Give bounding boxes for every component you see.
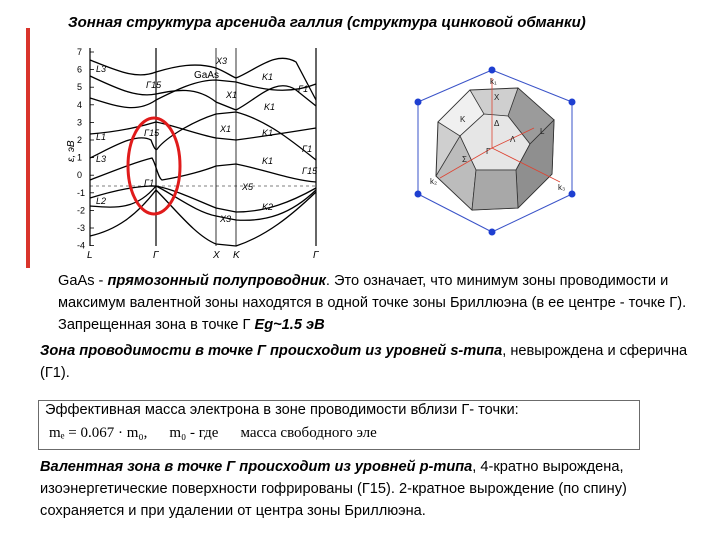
- y-tick-label: 1: [77, 152, 83, 163]
- band-label: Γ1: [298, 84, 309, 94]
- bz-label-sigma: Σ: [462, 155, 467, 164]
- effective-mass-formula: mₑ = 0.067 · m₀, m₀ - где масса свободного эле: [49, 425, 377, 441]
- bz-label-x: X: [494, 93, 500, 102]
- y-tick-label: -4: [77, 240, 86, 251]
- material-label: GaAs: [194, 70, 220, 81]
- y-tick-label: 7: [77, 47, 83, 57]
- effective-mass-text: Эффективная масса электрона в зоне проводимости вблизи Г- точки:: [45, 402, 519, 418]
- band-label: K1: [262, 156, 274, 166]
- y-tick-label: 5: [77, 82, 83, 93]
- band-label: Γ1: [144, 178, 155, 188]
- band-label: K1: [262, 72, 274, 82]
- band-label: Γ15: [302, 166, 318, 176]
- band-label: X1: [220, 124, 232, 134]
- band-label: X3: [220, 214, 232, 224]
- accent-bar: [26, 28, 30, 268]
- direct-gap-paragraph: GaAs - прямозонный полупроводник. Это означает, что минимум зоны проводимости и максимум валентной зоны находятся в одной точке зоны Бриллюэна (в ее центре - точке Г). Запрещенная зона в точке Г Eg~1.5 эВ: [58, 273, 687, 333]
- y-tick-label: 2: [77, 135, 83, 145]
- y-tick-label: -3: [77, 223, 86, 233]
- band-label: Γ1: [302, 144, 313, 154]
- y-axis-label: ε, эВ: [66, 140, 77, 162]
- band-structure-diagram: [66, 40, 342, 262]
- y-tick-label: 0: [77, 170, 83, 181]
- x-tick-label: K: [233, 250, 240, 261]
- x-tick-label: X: [213, 250, 220, 261]
- y-tick-label: -1: [77, 187, 86, 198]
- band-label: K2: [262, 202, 274, 212]
- conduction-band-paragraph: Зона проводимости в точке Г происходит из уровней s-типа, невырождена и сферична (Г1).: [40, 343, 688, 381]
- band-label: L2: [96, 196, 107, 206]
- bz-label-k1: k₁: [490, 77, 497, 86]
- x-tick-label: Γ: [313, 250, 319, 261]
- band-label: X1: [226, 90, 238, 100]
- bz-label-lambda: Λ: [510, 135, 516, 144]
- band-label: K1: [264, 102, 276, 112]
- bz-label-k2: k₂: [430, 177, 438, 186]
- band-label: X3: [216, 56, 228, 66]
- bz-label-l: L: [540, 127, 545, 136]
- bz-label-gamma: Γ: [486, 147, 491, 156]
- band-label: L3: [96, 154, 107, 164]
- y-tick-label: -2: [77, 205, 86, 216]
- x-tick-label: Γ: [153, 250, 159, 261]
- valence-band-paragraph: Валентная зона в точке Г происходит из уровней p-типа, 4-кратно вырождена, изоэнергетические поверхности гофрированы (Г15). 2-кратное вырождение (по спину) сохраняется и при удалении от центра зоны Бриллюэна.: [40, 459, 627, 519]
- band-label: Γ15: [146, 80, 162, 90]
- band-label: Γ15: [144, 128, 160, 138]
- bz-label-k: K: [460, 115, 466, 124]
- x-tick-label: L: [87, 250, 93, 261]
- y-tick-label: 3: [77, 117, 83, 128]
- band-label: K1: [262, 128, 274, 138]
- bz-label-k3: k₃: [558, 183, 566, 192]
- brillouin-zone-diagram: [400, 58, 600, 258]
- effective-mass-box: [38, 400, 640, 450]
- band-label: L1: [96, 132, 107, 142]
- band-label: X5: [242, 182, 254, 192]
- band-label: L3: [96, 64, 107, 74]
- page-title: Зонная структура арсенида галлия (структура цинковой обманки): [68, 14, 586, 31]
- y-tick-label: 6: [77, 64, 83, 75]
- y-tick-label: 4: [77, 99, 83, 110]
- bz-label-delta: Δ: [494, 119, 500, 128]
